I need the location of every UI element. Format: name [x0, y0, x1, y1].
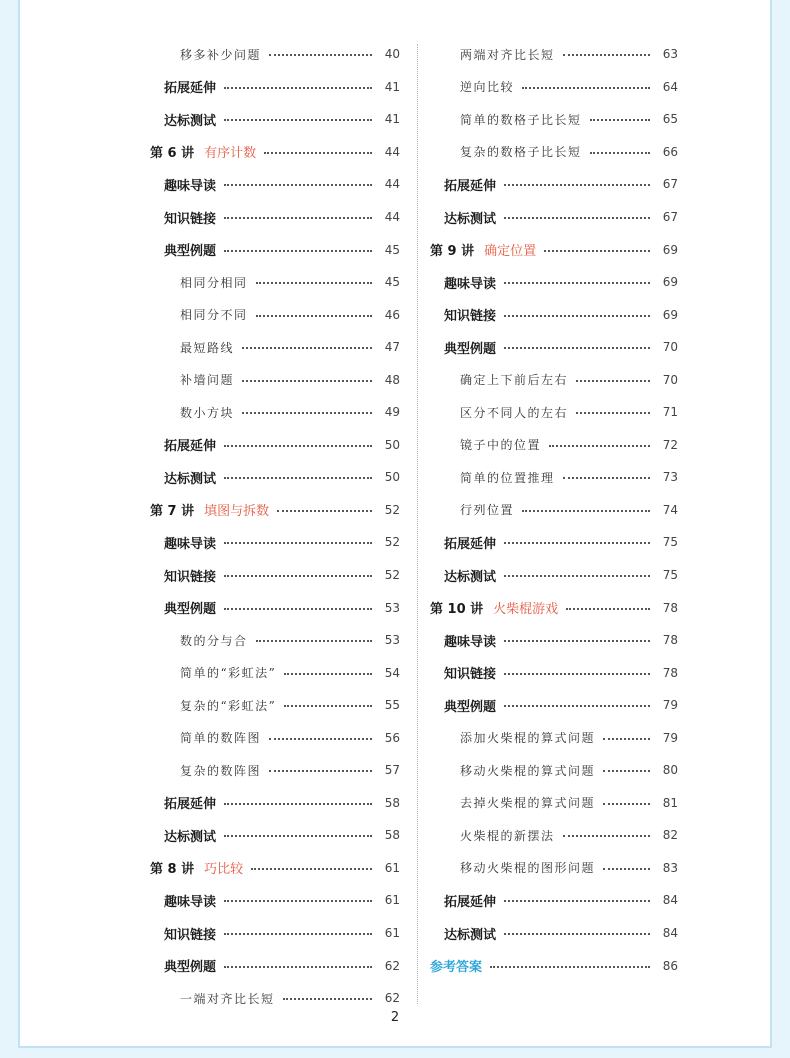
entry-label: 移多补少问题 [180, 47, 262, 62]
toc-chapter-entry[interactable] [150, 136, 400, 169]
entry-label: 典型例题 [444, 699, 497, 715]
page-ref: 67 [662, 177, 678, 192]
toc-subsection-entry[interactable] [150, 689, 400, 722]
toc-column-left [150, 38, 400, 1014]
dot-leader [490, 966, 650, 968]
page-ref: 79 [662, 730, 678, 745]
entry-label: 拓展延伸 [444, 178, 497, 194]
toc-section-entry[interactable] [430, 656, 678, 689]
dot-leader [590, 119, 650, 121]
chapter-title: 参考答案 [430, 960, 483, 976]
toc-section-entry[interactable] [150, 819, 400, 852]
chapter-number: 第 9 讲 [430, 244, 475, 260]
toc-subsection-entry[interactable] [150, 396, 400, 429]
toc-chapter-entry[interactable] [150, 852, 400, 885]
dot-leader [256, 640, 372, 642]
entry-label: 一端对齐比长短 [180, 991, 275, 1006]
page-ref: 58 [384, 828, 400, 843]
toc-section-entry[interactable] [150, 71, 400, 104]
entry-label: 达标测试 [444, 927, 497, 943]
page-ref: 53 [384, 600, 400, 615]
toc-subsection-entry[interactable] [430, 429, 678, 462]
toc-section-entry[interactable] [150, 103, 400, 136]
toc-section-entry[interactable] [150, 884, 400, 917]
chapter-title: 巧比较 [204, 862, 244, 878]
dot-leader [224, 119, 372, 121]
entry-label: 拓展延伸 [444, 536, 497, 552]
chapter-number: 第 7 讲 [150, 504, 195, 520]
toc-section-entry[interactable] [430, 298, 678, 331]
dot-leader [242, 412, 372, 414]
dot-leader [224, 87, 372, 89]
page-ref: 56 [384, 730, 400, 745]
page-ref: 61 [384, 860, 400, 875]
dot-leader [251, 868, 372, 870]
toc-column-right [430, 38, 678, 982]
toc-section-entry[interactable] [150, 949, 400, 982]
page-ref: 67 [662, 210, 678, 224]
page-ref: 52 [384, 502, 400, 517]
dot-leader [504, 705, 650, 707]
chapter-number: 第 10 讲 [430, 602, 484, 618]
toc-subsection-entry[interactable] [430, 721, 678, 754]
chapter-number: 第 8 讲 [150, 862, 195, 878]
page-ref: 74 [662, 502, 678, 517]
toc-page [18, 0, 772, 1048]
page-ref: 69 [662, 242, 678, 257]
entry-label: 达标测试 [444, 211, 497, 227]
entry-label: 确定上下前后左右 [460, 373, 569, 388]
dot-leader [283, 998, 372, 1000]
page-ref: 83 [662, 860, 678, 875]
entry-label: 达标测试 [164, 471, 217, 487]
toc-subsection-entry[interactable] [430, 363, 678, 396]
dot-leader [504, 640, 650, 642]
entry-label: 行列位置 [460, 503, 515, 518]
page-ref: 69 [662, 307, 678, 322]
entry-label: 知识链接 [164, 211, 217, 227]
entry-label: 两端对齐比长短 [460, 47, 555, 62]
page-ref: 84 [662, 893, 678, 908]
page-ref: 65 [662, 112, 678, 127]
page-ref: 82 [662, 828, 678, 843]
toc-subsection-entry[interactable] [150, 363, 400, 396]
toc-subsection-entry[interactable] [430, 754, 678, 787]
dot-leader [264, 152, 372, 154]
dot-leader [549, 445, 650, 447]
dot-leader [504, 315, 650, 317]
dot-leader [603, 803, 650, 805]
page-ref: 55 [384, 698, 400, 713]
dot-leader [224, 250, 372, 252]
entry-label: 典型例题 [444, 341, 497, 357]
entry-label: 相同分相同 [180, 275, 248, 290]
dot-leader [504, 184, 650, 186]
page-ref: 48 [384, 372, 400, 387]
page-ref: 63 [662, 47, 678, 62]
toc-chapter-entry[interactable] [430, 949, 678, 982]
dot-leader [504, 347, 650, 349]
page-ref: 86 [662, 958, 678, 973]
entry-label: 典型例题 [164, 960, 217, 976]
dot-leader [563, 835, 650, 837]
toc-subsection-entry[interactable] [430, 103, 678, 136]
toc-subsection-entry[interactable] [150, 656, 400, 689]
toc-subsection-entry[interactable] [150, 624, 400, 657]
toc-section-entry[interactable] [430, 917, 678, 950]
toc-subsection-entry[interactable] [150, 331, 400, 364]
page-ref: 45 [384, 242, 400, 257]
entry-label: 复杂的“彩虹法” [180, 698, 277, 713]
entry-label: 复杂的数格子比长短 [460, 145, 582, 160]
toc-subsection-entry[interactable] [150, 298, 400, 331]
page-ref: 64 [662, 79, 678, 94]
dot-leader [256, 315, 372, 317]
page-ref: 80 [662, 763, 678, 778]
page-ref: 75 [662, 568, 678, 583]
toc-section-entry[interactable] [150, 559, 400, 592]
chapter-title: 填图与拆数 [204, 504, 270, 520]
page-ref: 73 [662, 470, 678, 485]
entry-label: 达标测试 [444, 569, 497, 585]
toc-subsection-entry[interactable] [430, 136, 678, 169]
dot-leader [224, 184, 372, 186]
toc-subsection-entry[interactable] [430, 38, 678, 71]
entry-label: 趣味导读 [444, 634, 497, 650]
toc-section-entry[interactable] [430, 884, 678, 917]
dot-leader [224, 835, 372, 837]
dot-leader [603, 770, 650, 772]
dot-leader [563, 54, 650, 56]
toc-subsection-entry[interactable] [430, 71, 678, 104]
toc-section-entry[interactable] [430, 201, 678, 234]
entry-label: 简单的数阵图 [180, 731, 262, 746]
page-ref: 78 [662, 600, 678, 615]
dot-leader [224, 966, 372, 968]
entry-label: 知识链接 [164, 927, 217, 943]
toc-subsection-entry[interactable] [150, 266, 400, 299]
entry-label: 数小方块 [180, 405, 235, 420]
dot-leader [522, 87, 650, 89]
toc-section-entry[interactable] [150, 917, 400, 950]
entry-label: 达标测试 [164, 829, 217, 845]
dot-leader [603, 738, 650, 740]
page-ref: 75 [662, 535, 678, 550]
page-ref: 49 [384, 405, 400, 420]
dot-leader [224, 608, 372, 610]
page-ref: 84 [662, 926, 678, 941]
dot-leader [522, 510, 650, 512]
entry-label: 火柴棍的新摆法 [460, 828, 555, 843]
entry-label: 补墙问题 [180, 373, 235, 388]
entry-label: 数的分与合 [180, 633, 248, 648]
entry-label: 典型例题 [164, 244, 217, 260]
dot-leader [277, 510, 372, 512]
toc-chapter-entry[interactable] [430, 233, 678, 266]
page-ref: 41 [384, 79, 400, 94]
dot-leader [242, 347, 372, 349]
entry-label: 趣味导读 [164, 894, 217, 910]
chapter-title: 确定位置 [484, 244, 537, 260]
page-ref: 44 [384, 144, 400, 159]
page-ref: 52 [384, 535, 400, 550]
entry-label: 拓展延伸 [164, 439, 217, 455]
dot-leader [224, 575, 372, 577]
column-divider [417, 44, 418, 1004]
page-ref: 54 [384, 665, 400, 680]
dot-leader [504, 282, 650, 284]
dot-leader [269, 770, 372, 772]
page-ref: 57 [384, 763, 400, 778]
dot-leader [224, 803, 372, 805]
page-ref: 79 [662, 698, 678, 713]
chapter-title: 有序计数 [204, 146, 257, 162]
page-ref: 81 [662, 795, 678, 810]
entry-label: 相同分不同 [180, 308, 248, 323]
chapter-number: 第 6 讲 [150, 146, 195, 162]
page-ref: 50 [384, 470, 400, 485]
entry-label: 趣味导读 [444, 276, 497, 292]
page-ref: 66 [662, 144, 678, 159]
dot-leader [504, 900, 650, 902]
page-ref: 45 [384, 275, 400, 290]
toc-section-entry[interactable] [430, 331, 678, 364]
page-ref: 62 [384, 958, 400, 973]
dot-leader [563, 477, 650, 479]
dot-leader [504, 575, 650, 577]
dot-leader [269, 54, 372, 56]
page-ref: 58 [384, 795, 400, 810]
dot-leader [603, 868, 650, 870]
toc-subsection-entry[interactable] [430, 396, 678, 429]
dot-leader [269, 738, 372, 740]
dot-leader [576, 412, 650, 414]
toc-section-entry[interactable] [150, 168, 400, 201]
toc-subsection-entry[interactable] [430, 852, 678, 885]
toc-section-entry[interactable] [150, 429, 400, 462]
dot-leader [504, 673, 650, 675]
page-ref: 70 [662, 372, 678, 387]
page-number: 2 [390, 1010, 400, 1025]
toc-subsection-entry[interactable] [150, 38, 400, 71]
page-ref: 69 [662, 275, 678, 290]
entry-label: 移动火柴棍的算式问题 [460, 763, 596, 778]
dot-leader [224, 933, 372, 935]
entry-label: 拓展延伸 [164, 81, 217, 97]
entry-label: 镜子中的位置 [460, 438, 542, 453]
toc-section-entry[interactable] [150, 591, 400, 624]
dot-leader [504, 542, 650, 544]
page-ref: 78 [662, 665, 678, 680]
toc-section-entry[interactable] [150, 526, 400, 559]
chapter-title: 火柴棍游戏 [493, 602, 559, 618]
toc-section-entry[interactable] [150, 201, 400, 234]
entry-label: 添加火柴棍的算式问题 [460, 731, 596, 746]
dot-leader [576, 380, 650, 382]
page-ref: 47 [384, 340, 400, 355]
toc-section-entry[interactable] [150, 461, 400, 494]
toc-subsection-entry[interactable] [150, 721, 400, 754]
page-ref: 44 [384, 210, 400, 224]
toc-chapter-entry[interactable] [150, 494, 400, 527]
page-ref: 52 [384, 568, 400, 583]
toc-section-entry[interactable] [430, 689, 678, 722]
toc-section-entry[interactable] [150, 233, 400, 266]
dot-leader [224, 445, 372, 447]
entry-label: 趣味导读 [164, 536, 217, 552]
page-ref: 70 [662, 340, 678, 355]
entry-label: 知识链接 [444, 309, 497, 325]
toc-subsection-entry[interactable] [150, 754, 400, 787]
entry-label: 复杂的数阵图 [180, 763, 262, 778]
page-ref: 62 [384, 991, 400, 1006]
toc-section-entry[interactable] [430, 559, 678, 592]
page-ref: 50 [384, 437, 400, 452]
page-ref: 71 [662, 405, 678, 420]
page-ref: 46 [384, 307, 400, 322]
entry-label: 拓展延伸 [164, 797, 217, 813]
page-ref: 44 [384, 177, 400, 192]
toc-chapter-entry[interactable] [430, 591, 678, 624]
dot-leader [504, 933, 650, 935]
entry-label: 去掉火柴棍的算式问题 [460, 796, 596, 811]
entry-label: 逆向比较 [460, 80, 515, 95]
page-ref: 61 [384, 926, 400, 941]
entry-label: 典型例题 [164, 602, 217, 618]
dot-leader [256, 282, 372, 284]
toc-subsection-entry[interactable] [430, 461, 678, 494]
entry-label: 移动火柴棍的图形问题 [460, 861, 596, 876]
toc-section-entry[interactable] [150, 787, 400, 820]
toc-section-entry[interactable] [430, 624, 678, 657]
toc-section-entry[interactable] [430, 266, 678, 299]
toc-section-entry[interactable] [430, 168, 678, 201]
dot-leader [224, 542, 372, 544]
entry-label: 简单的位置推理 [460, 470, 555, 485]
dot-leader [224, 477, 372, 479]
dot-leader [284, 705, 372, 707]
dot-leader [242, 380, 372, 382]
dot-leader [224, 217, 372, 219]
page-ref: 61 [384, 893, 400, 908]
toc-subsection-entry[interactable] [430, 819, 678, 852]
dot-leader [544, 250, 650, 252]
entry-label: 简单的“彩虹法” [180, 666, 277, 681]
dot-leader [590, 152, 650, 154]
dot-leader [284, 673, 372, 675]
entry-label: 最短路线 [180, 340, 235, 355]
dot-leader [566, 608, 650, 610]
dot-leader [504, 217, 650, 219]
page-ref: 40 [384, 47, 400, 62]
dot-leader [224, 900, 372, 902]
entry-label: 知识链接 [164, 569, 217, 585]
toc-section-entry[interactable] [430, 526, 678, 559]
page-ref: 53 [384, 633, 400, 648]
toc-subsection-entry[interactable] [430, 494, 678, 527]
entry-label: 简单的数格子比长短 [460, 112, 582, 127]
entry-label: 拓展延伸 [444, 894, 497, 910]
page-ref: 78 [662, 633, 678, 648]
page-ref: 72 [662, 437, 678, 452]
entry-label: 趣味导读 [164, 178, 217, 194]
entry-label: 达标测试 [164, 113, 217, 129]
entry-label: 区分不同人的左右 [460, 405, 569, 420]
page-ref: 41 [384, 112, 400, 127]
toc-subsection-entry[interactable] [430, 787, 678, 820]
entry-label: 知识链接 [444, 667, 497, 683]
